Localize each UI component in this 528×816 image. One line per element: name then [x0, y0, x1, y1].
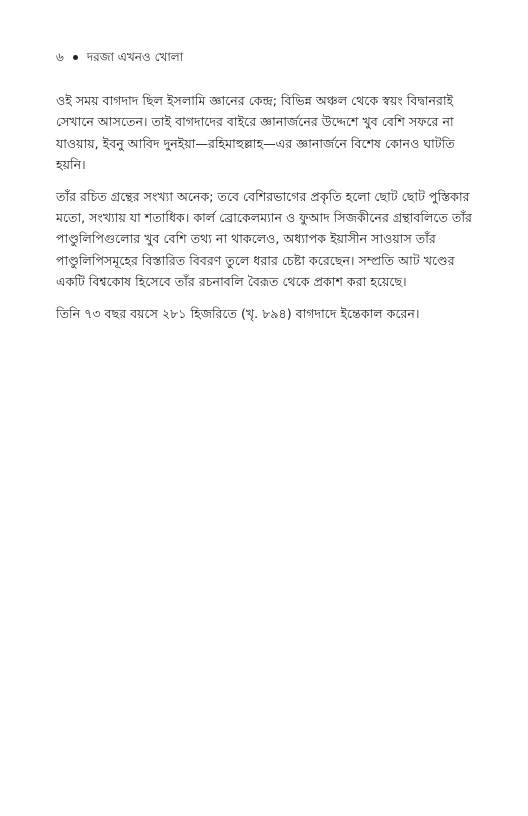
paragraph-3: তিনি ৭৩ বছর বয়সে ২৮১ হিজরিতে (খৃ. ৮৯৪) বাগদাদে ইন্তেকাল করেন। — [56, 305, 420, 321]
page-number: ৬ — [56, 50, 64, 64]
paragraph-1: ওই সময় বাগদাদ ছিল ইসলামি জ্ঞানের কেন্দ্র; বিভিন্ন অঞ্চল থেকে স্বয়ং বিদ্বানরাই সেখানে আসতেন। তাই বাগদাদের বাইরে জ্ঞানার্জনের উদ্দেশে খুব বেশি সফরে না যাওয়ায়, ইবনু আবিদ দুনইয়া—রহিমাহুল্লাহ—এর জ্ঞানার্জনে বিশেষ কোনও ঘাটতি হয়নি। — [56, 93, 455, 173]
bullet-separator-icon — [73, 55, 78, 60]
running-header — [56, 49, 183, 65]
paragraph-2: তাঁর রচিত গ্রন্থের সংখ্যা অনেক; তবে বেশিরভাগের প্রকৃতি হলো ছোট ছোট পুস্তিকার মতো, সংখ্যায় যা শতাধিক। কার্ল ব্রোকেলম্যান ও ফুআদ সিজকীনের গ্রন্থাবলিতে তাঁর পাণ্ডুলিপিগুলোর খুব বেশি তথ্য না থাকলেও, অধ্যাপক ইয়াসীন সাওয়াস তাঁর পাণ্ডুলিপিসমূহের বিস্তারিত বিবরণ তুলে ধরার চেষ্টা করেছেন। সম্প্রতি আট খণ্ডের একটি বিশ্বকোষ হিসেবে তাঁর রচনাবলি বৈরূত থেকে প্রকাশ করা হয়েছে। — [56, 188, 472, 290]
body-text — [56, 90, 480, 334]
running-title: দরজা এখনও খোলা — [86, 50, 184, 64]
